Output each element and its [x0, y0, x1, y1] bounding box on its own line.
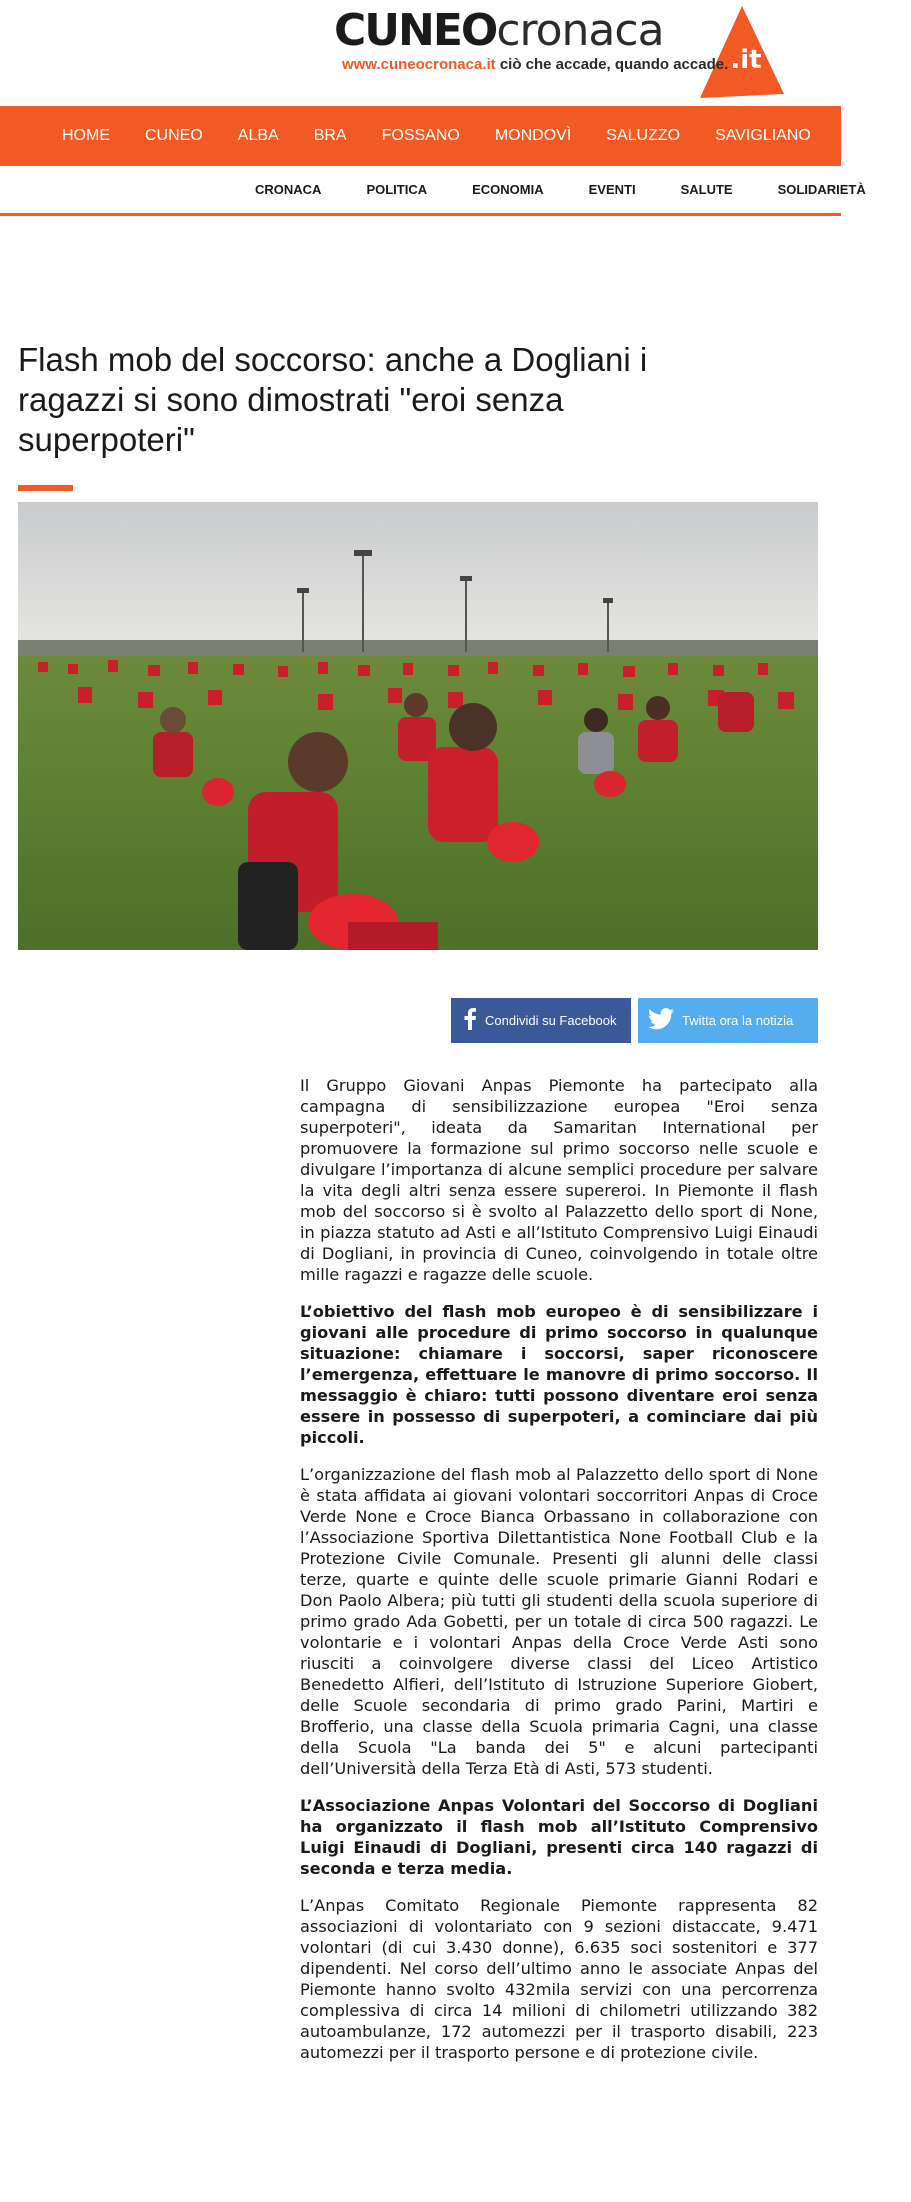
- logo-name-light: cronaca: [496, 5, 664, 56]
- share-facebook-button[interactable]: [451, 998, 631, 1043]
- logo-tagline-text: ciò che accade, quando accade.: [499, 56, 729, 73]
- site-header: [0, 0, 841, 106]
- main-nav-item-cuneo[interactable]: CUNEO: [145, 127, 203, 144]
- sub-nav-item-eventi[interactable]: EVENTI: [588, 182, 636, 197]
- article-paragraph-4: L’Associazione Anpas Volontari del Soccorso di Dogliani ha organizzato il flash mob all’Istituto Comprensivo Luigi Einaudi di Dogliani, presenti circa 140 ragazzi di seconda e terza media.: [300, 1796, 818, 1878]
- main-nav-item-home[interactable]: HOME: [62, 127, 110, 144]
- twitter-bird-icon: [648, 1008, 674, 1033]
- title-accent-bar: [18, 485, 73, 491]
- article-title: Flash mob del soccorso: anche a Dogliani i ragazzi si sono dimostrati "eroi senza superpoteri": [18, 341, 648, 458]
- main-nav-item-savigliano[interactable]: SAVIGLIANO: [715, 127, 811, 144]
- sub-nav-item-cronaca[interactable]: CRONACA: [255, 182, 322, 197]
- main-nav-item-fossano[interactable]: FOSSANO: [381, 127, 460, 144]
- article-paragraph-3: L’organizzazione del flash mob al Palazzetto dello sport di None è stata affidata ai giovani volontari soccorritori Anpas di Croce Verde None e Croce Bianca Orbassano in collaborazione con l’Associazione Sportiva Dilettantistica None Football Club e la Protezione Civile Comunale. Presenti gli alunni delle classi terze, quarte e quinte delle scuole primarie Gianni Rodari e Don Paolo Albera; più tutti gli studenti della scuola superiore di primo grado Ada Gobetti, per un totale di circa 500 ragazzi. Le volontarie e i volontari Anpas della Croce Verde Asti sono riusciti a coinvolgere diverse classi del Liceo Artistico Benedetto Alfieri, dell’Istituto di Istruzione Superiore Giobert, delle Scuole secondaria di primo grado Parini, Martiri e Brofferio, una classe della Scuola primaria Cagni, una classe della Scuola "La banda dei 5" e alcuni partecipanti dell’Università della Terza Età di Asti, 573 studenti.: [300, 1465, 818, 1778]
- main-nav-item-bra[interactable]: BRA: [313, 127, 347, 144]
- logo-tld-triangle-icon: [694, 6, 784, 98]
- facebook-icon: [463, 1008, 477, 1033]
- share-facebook-label: Condividi su Facebook: [485, 1013, 617, 1028]
- sub-nav: [0, 166, 866, 216]
- main-nav-item-saluzzo[interactable]: SALUZZO: [606, 127, 681, 144]
- sub-nav-item-politica[interactable]: POLITICA: [366, 182, 428, 197]
- logo-tld-text: .it: [730, 45, 762, 75]
- photo-of-students-practising-cpr-on-field-icon: [18, 502, 818, 950]
- main-nav-item-alba[interactable]: ALBA: [237, 127, 279, 144]
- sub-nav-item-economia[interactable]: ECONOMIA: [472, 182, 544, 197]
- article-paragraph-2: L’obiettivo del flash mob europeo è di sensibilizzare i giovani alle procedure di primo soccorso in qualunque situazione: chiamare i soccorsi, saper riconoscere l’emergenza, effettuare le manovre di primo soccorso. Il messaggio è chiaro: tutti possono diventare eroi senza essere in possesso di superpoteri, a cominciare dai più piccoli.: [300, 1302, 818, 1447]
- main-nav: [0, 106, 872, 166]
- main-nav-item-mondovi[interactable]: MONDOVÌ: [494, 127, 572, 144]
- article-body: [300, 1075, 818, 2079]
- logo-url: www.cuneocronaca.it: [342, 56, 496, 73]
- article-photo[interactable]: [18, 502, 818, 950]
- logo-wordmark: [334, 6, 664, 56]
- sub-nav-item-salute[interactable]: SALUTE: [680, 182, 733, 197]
- logo-name-bold: CUNEO: [334, 5, 497, 56]
- article-paragraph-1: Il Gruppo Giovani Anpas Piemonte ha partecipato alla campagna di sensibilizzazione europea "Eroi senza superpoteri", ideata da Samaritan International per promuovere la formazione sul primo soccorso nelle scuole e divulgare l’importanza di alcune semplici procedure per salvare la vita degli altri senza essere supereroi. In Piemonte il flash mob del soccorso si è svolto al Palazzetto dello sport di None, in piazza statuto ad Asti e all’Istituto Comprensivo Luigi Einaudi di Dogliani, in provincia di Cuneo, coinvolgendo in totale oltre mille ragazzi e ragazze delle scuole.: [300, 1076, 818, 1284]
- main-nav-item-truncated[interactable]: MO: [845, 127, 872, 144]
- share-twitter-button[interactable]: [638, 998, 818, 1043]
- share-twitter-label: Twitta ora la notizia: [682, 1013, 794, 1028]
- logo-tagline: [342, 56, 728, 73]
- sub-nav-item-solidarieta[interactable]: SOLIDARIETÀ: [777, 182, 866, 197]
- site-logo[interactable]: [334, 6, 786, 104]
- article-paragraph-5: L’Anpas Comitato Regionale Piemonte rappresenta 82 associazioni di volontariato con 9 sezioni distaccate, 9.471 volontari (di cui 3.430 donne), 6.635 soci sostenitori e 377 dipendenti. Nel corso dell’ultimo anno le associate Anpas del Piemonte hanno svolto 432mila servizi con una percorrenza complessiva di circa 14 milioni di chilometri utilizzando 382 autoambulanze, 172 automezzi per il trasporto disabili, 223 automezzi per il trasporto persone e di protezione civile.: [300, 1896, 818, 2062]
